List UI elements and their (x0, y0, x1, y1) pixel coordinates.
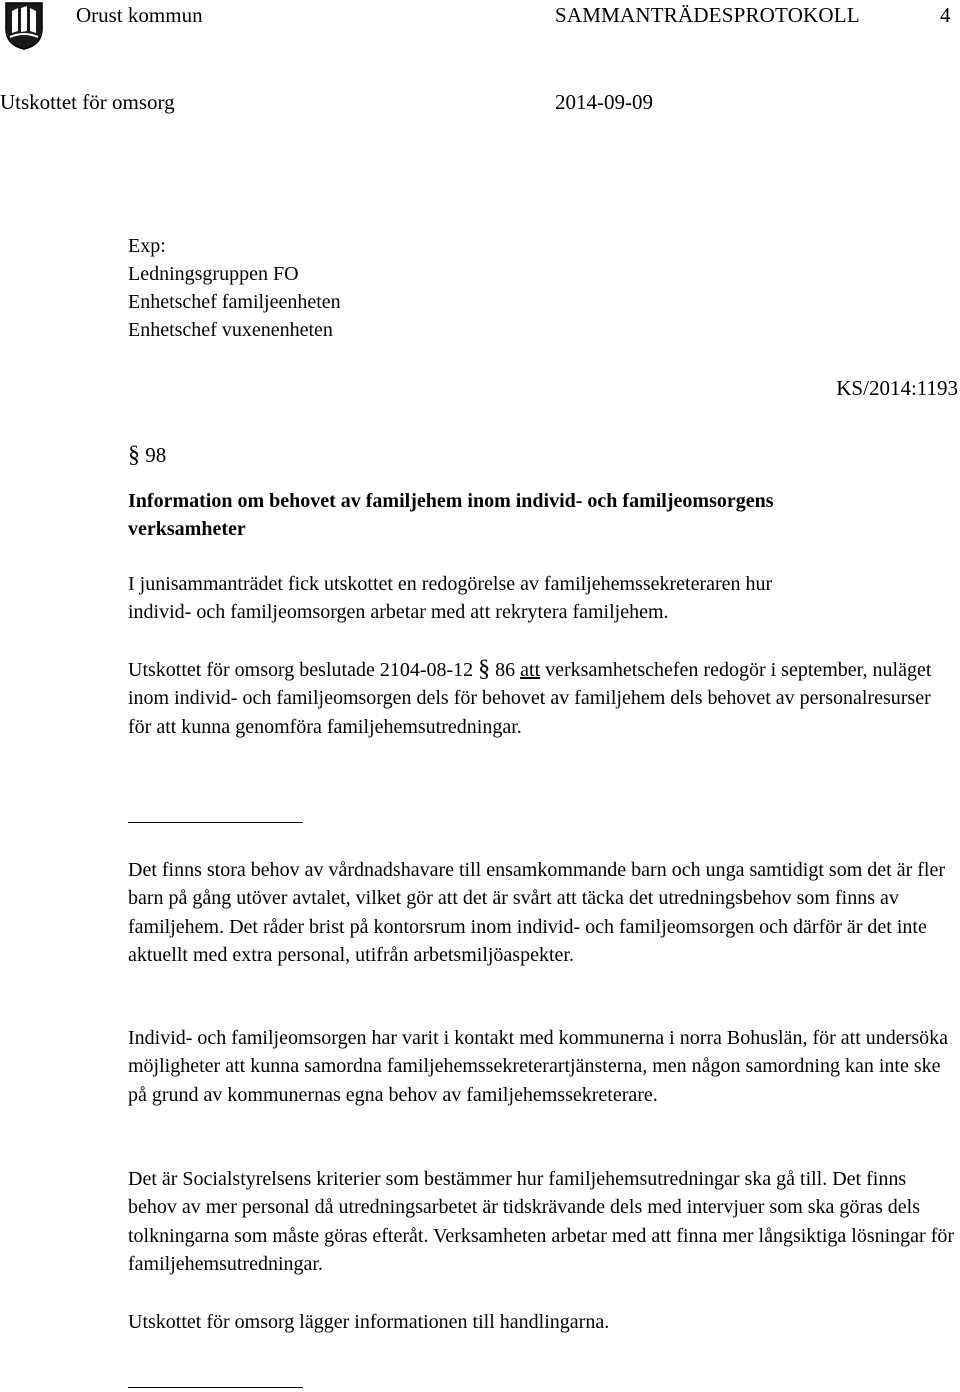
section-sign: § (478, 656, 491, 682)
paragraph-number-value: 98 (145, 443, 167, 467)
header-committee: Utskottet för omsorg (0, 90, 175, 114)
paragraph-number (128, 442, 166, 469)
distribution-recipient: Enhetschef vuxenenheten (128, 319, 333, 341)
body-paragraph-1-line1: I junisammanträdet fick utskottet en redogörelse av familjehemssekreteraren hur (128, 573, 773, 595)
p2-text-start: Utskottet för omsorg beslutade 2104-08-12 (128, 659, 479, 681)
paragraph-title-line1: Information om behovet av familjehem inom individ- och familjeomsorgens (128, 490, 774, 512)
body-paragraph-5: Det är Socialstyrelsens kriterier som bestämmer hur familjehemsutredningar ska gå till. Det finns behov av mer personal då utredningsarbetet är tidskrävande dels med intervjuer som ska göras dels tolkningarna som måste göras efteråt. Verksamheten arbetar med att finna mer långsiktiga lösningar för familjehemsutredningar. (128, 1168, 955, 1276)
body-paragraph-4: Individ- och familjeomsorgen har varit i kontakt med kommunerna i norra Bohuslän, för att undersöka möjligheter att kunna samordna familjehemssekreterartjänsterna, men någon samordning kan inte ske på grund av kommunernas egna behov av familjehemssekreterare. (128, 1027, 948, 1106)
paragraph-title-line2: verksamheter (128, 518, 246, 540)
header-org-name: Orust kommun (76, 3, 203, 27)
distribution-label: Exp: (128, 235, 166, 257)
header-page-number: 4 (940, 3, 951, 27)
separator-line (128, 822, 303, 823)
body-paragraph-1-line2: individ- och familjeomsorgen arbetar med att rekrytera familjehem. (128, 601, 669, 623)
distribution-recipient: Enhetschef familjeenheten (128, 291, 341, 313)
p2-section-number: 86 (490, 659, 521, 681)
body-paragraph-6: Utskottet för omsorg lägger informationen till handlingarna. (128, 1311, 610, 1333)
header-date: 2014-09-09 (555, 90, 653, 114)
municipality-coat-of-arms (4, 1, 44, 51)
case-number: KS/2014:1193 (836, 376, 958, 400)
body-paragraph-3: Det finns stora behov av vårdnadshavare till ensamkommande barn och unga samtidigt som det är fler barn på gång utöver avtalet, vilket gör att det är svårt att täcka det utredningsbehov som finns av familjehem. Det råder brist på kontorsrum inom individ- och familjeomsorgen och därför är det inte aktuellt med extra personal, utifrån arbetsmiljöaspekter. (128, 859, 945, 967)
distribution-recipient: Ledningsgruppen FO (128, 263, 299, 285)
p2-text-end: verksamhetschefen redogör i september, nuläget inom individ- och familjeomsorgen dels för behovet av familjehem dels behovet av personalresurser för att kunna genomföra familjehemsutredningar. (128, 659, 932, 738)
section-sign: § (128, 442, 140, 468)
body-paragraph-2 (128, 655, 958, 741)
p2-underlined-word: att (520, 659, 541, 681)
header-document-type: SAMMANTRÄDESPROTOKOLL (555, 3, 860, 27)
separator-line (128, 1387, 303, 1388)
